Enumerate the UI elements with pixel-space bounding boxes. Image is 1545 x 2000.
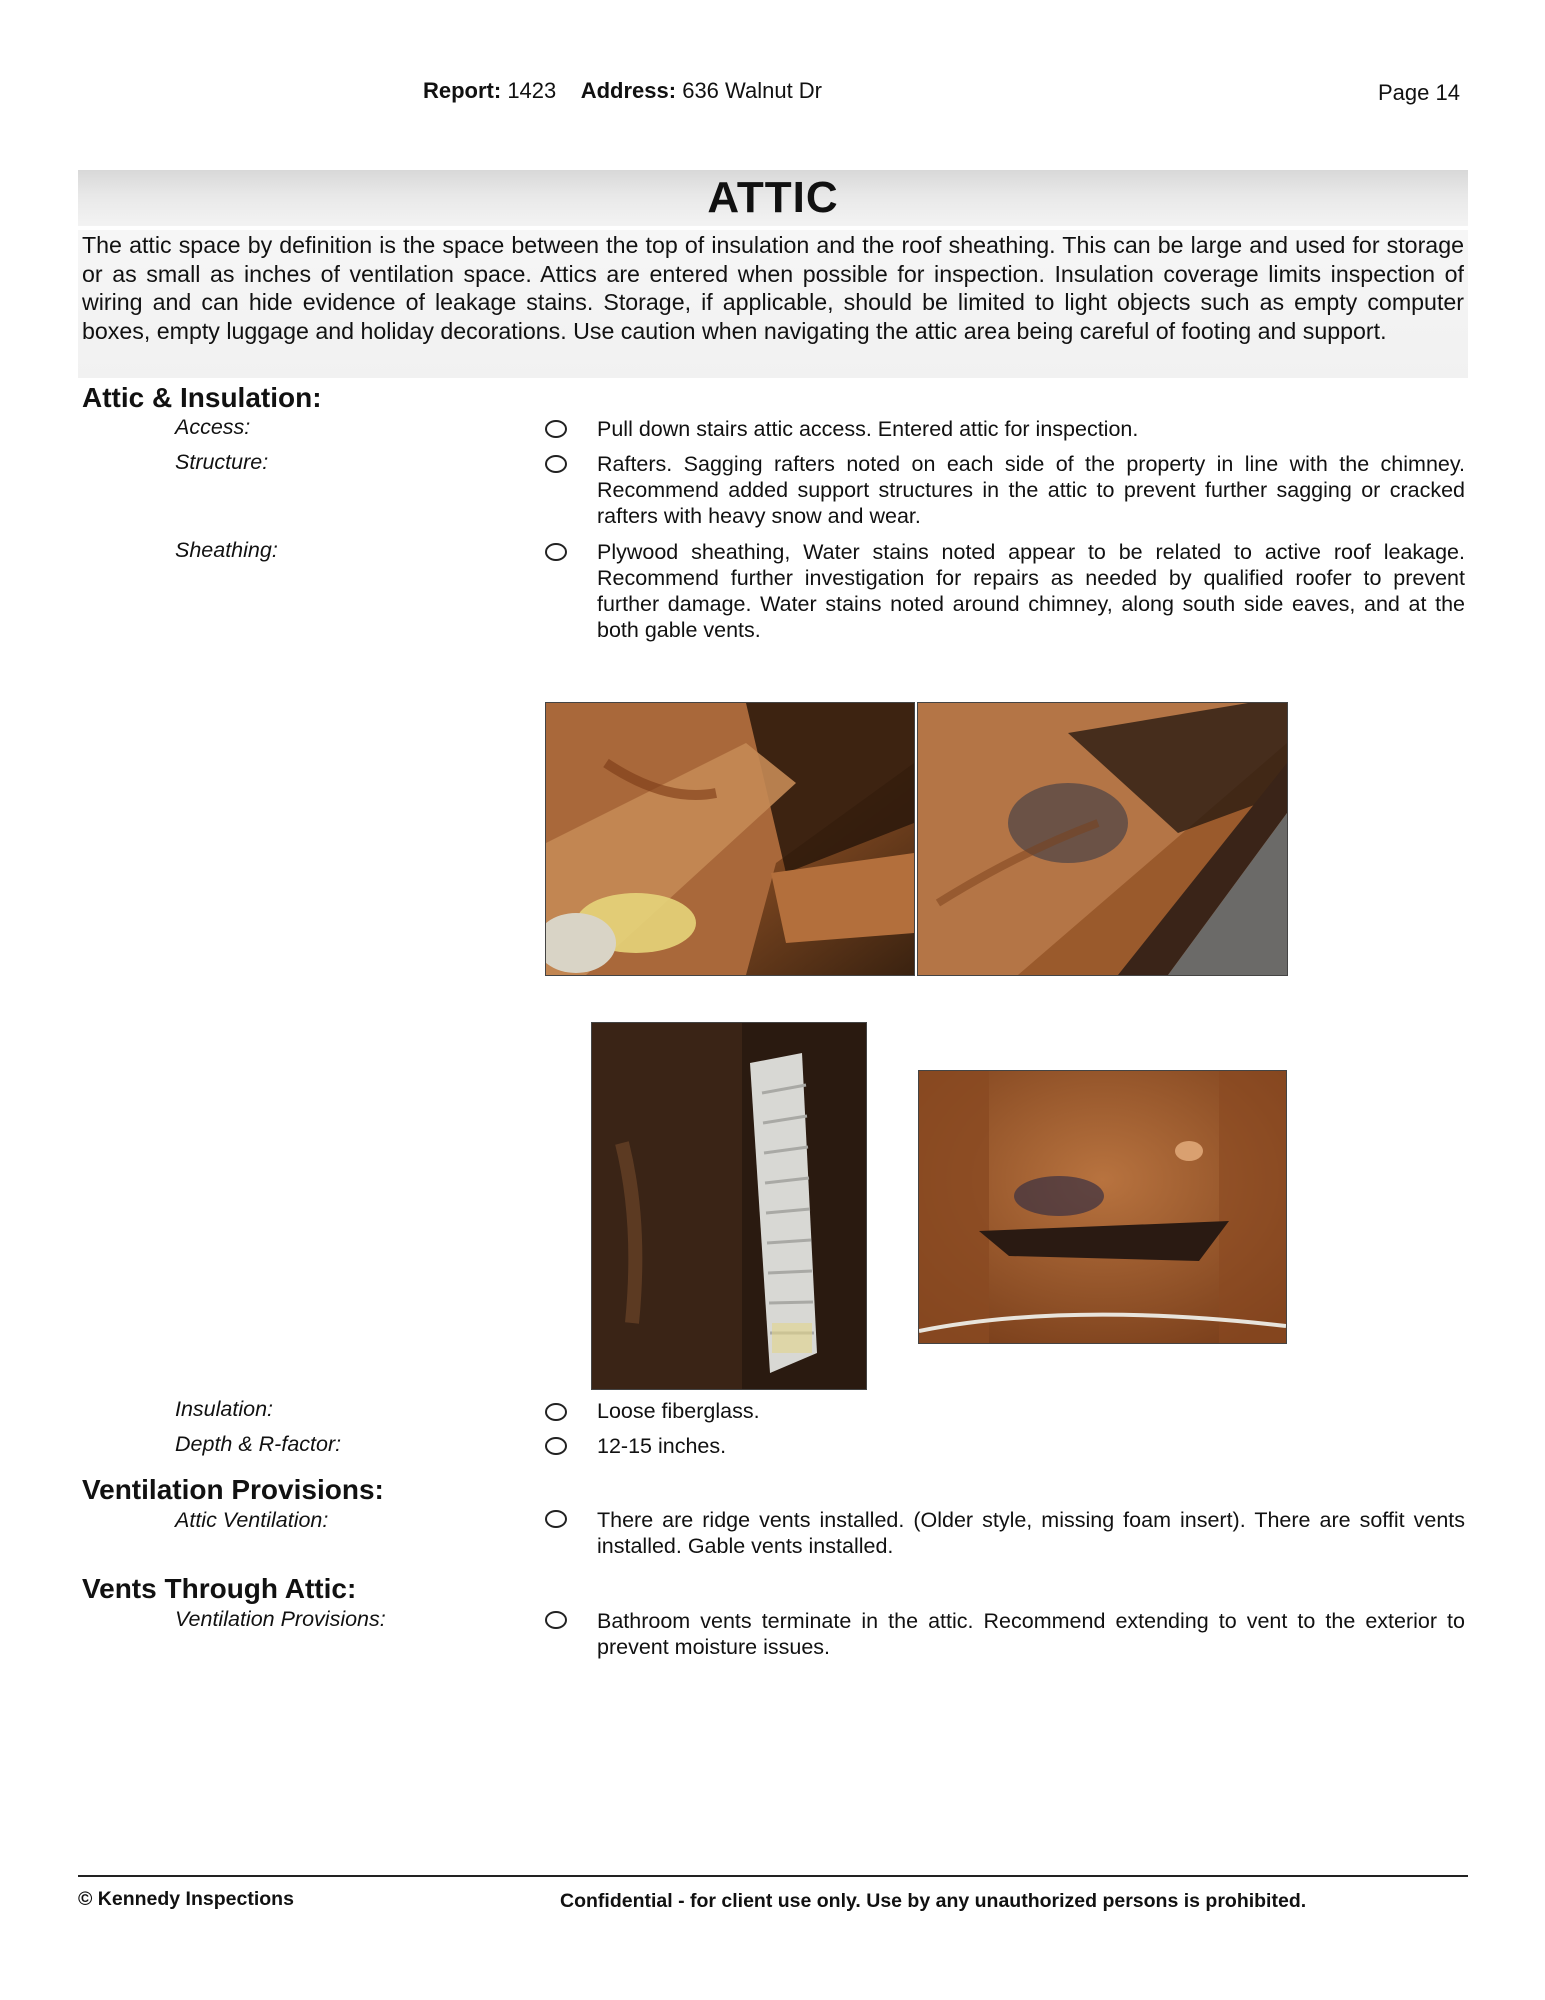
bullet-icon	[545, 543, 567, 561]
access-value: Pull down stairs attic access. Entered attic for inspection.	[597, 417, 1139, 441]
depth-label: Depth & R-factor:	[175, 1432, 342, 1456]
attic-insulation-heading: Attic & Insulation:	[82, 382, 322, 413]
attic-photo-chimney-stain	[918, 1070, 1287, 1344]
attic-ventilation-value: There are ridge vents installed. (Older style, missing foam insert). There are soffit vents installed. Gable vents installed.	[597, 1508, 1465, 1558]
report-header	[0, 78, 1245, 104]
bullet-icon	[545, 1510, 567, 1528]
structure-label: Structure:	[175, 450, 269, 474]
footer-notice: Confidential - for client use only. Use by any unauthorized persons is prohibited.	[560, 1890, 1307, 1912]
ventilation-provisions-label: Ventilation Provisions:	[175, 1607, 386, 1631]
structure-value: Rafters. Sagging rafters noted on each side of the property in line with the chimney. Recommend added support structures in the attic to prevent further sagging or cracked rafters with heavy snow and wear.	[597, 452, 1465, 528]
report-label: Report:	[422, 78, 502, 103]
section-title: ATTIC	[707, 173, 839, 222]
page-number: Page 14	[1378, 80, 1460, 105]
attic-photo-rafter-damage	[545, 702, 915, 976]
attic-ventilation-label: Attic Ventilation:	[175, 1508, 329, 1532]
bullet-icon	[545, 1611, 567, 1629]
section-title-bar	[78, 170, 1468, 226]
depth-value: 12-15 inches.	[597, 1434, 727, 1458]
bullet-icon	[545, 420, 567, 438]
vents-through-attic-heading: Vents Through Attic:	[82, 1573, 357, 1604]
ventilation-provisions-value: Bathroom vents terminate in the attic. Recommend extending to vent to the exterior to prevent moisture issues.	[597, 1609, 1465, 1659]
address-value: 636 Walnut Dr	[682, 78, 823, 103]
insulation-value: Loose fiberglass.	[597, 1399, 760, 1423]
ventilation-heading: Ventilation Provisions:	[82, 1474, 384, 1505]
sheathing-label: Sheathing:	[175, 538, 278, 562]
sheathing-value: Plywood sheathing, Water stains noted appear to be related to active roof leakage. Recommend further investigation for repairs as needed by qualified roofer to prevent further damage. Water stains noted around chimney, along south side eaves, and at the both gable vents.	[597, 540, 1465, 642]
bullet-icon	[545, 455, 567, 473]
attic-photo-gable-vent	[591, 1022, 867, 1390]
bullet-icon	[545, 1403, 567, 1421]
insulation-label: Insulation:	[175, 1397, 274, 1421]
intro-paragraph: The attic space by definition is the space between the top of insulation and the roof sheathing. This can be large and used for storage or as small as inches of ventilation space. Attics are entered when possible for inspection. Insulation coverage limits inspection of wiring and can hide evidence of leakage stains. Storage, if applicable, should be limited to light objects such as empty computer boxes, empty luggage and holiday decorations. Use caution when navigating the attic area being careful of footing and support.	[78, 230, 1468, 378]
footer-copyright: © Kennedy Inspections	[78, 1888, 294, 1910]
footer-divider	[78, 1875, 1468, 1877]
report-number: 1423	[507, 78, 557, 103]
bullet-icon	[545, 1437, 567, 1455]
access-label: Access:	[175, 415, 251, 439]
address-label: Address:	[580, 78, 677, 103]
attic-photo-water-stain	[917, 702, 1288, 976]
